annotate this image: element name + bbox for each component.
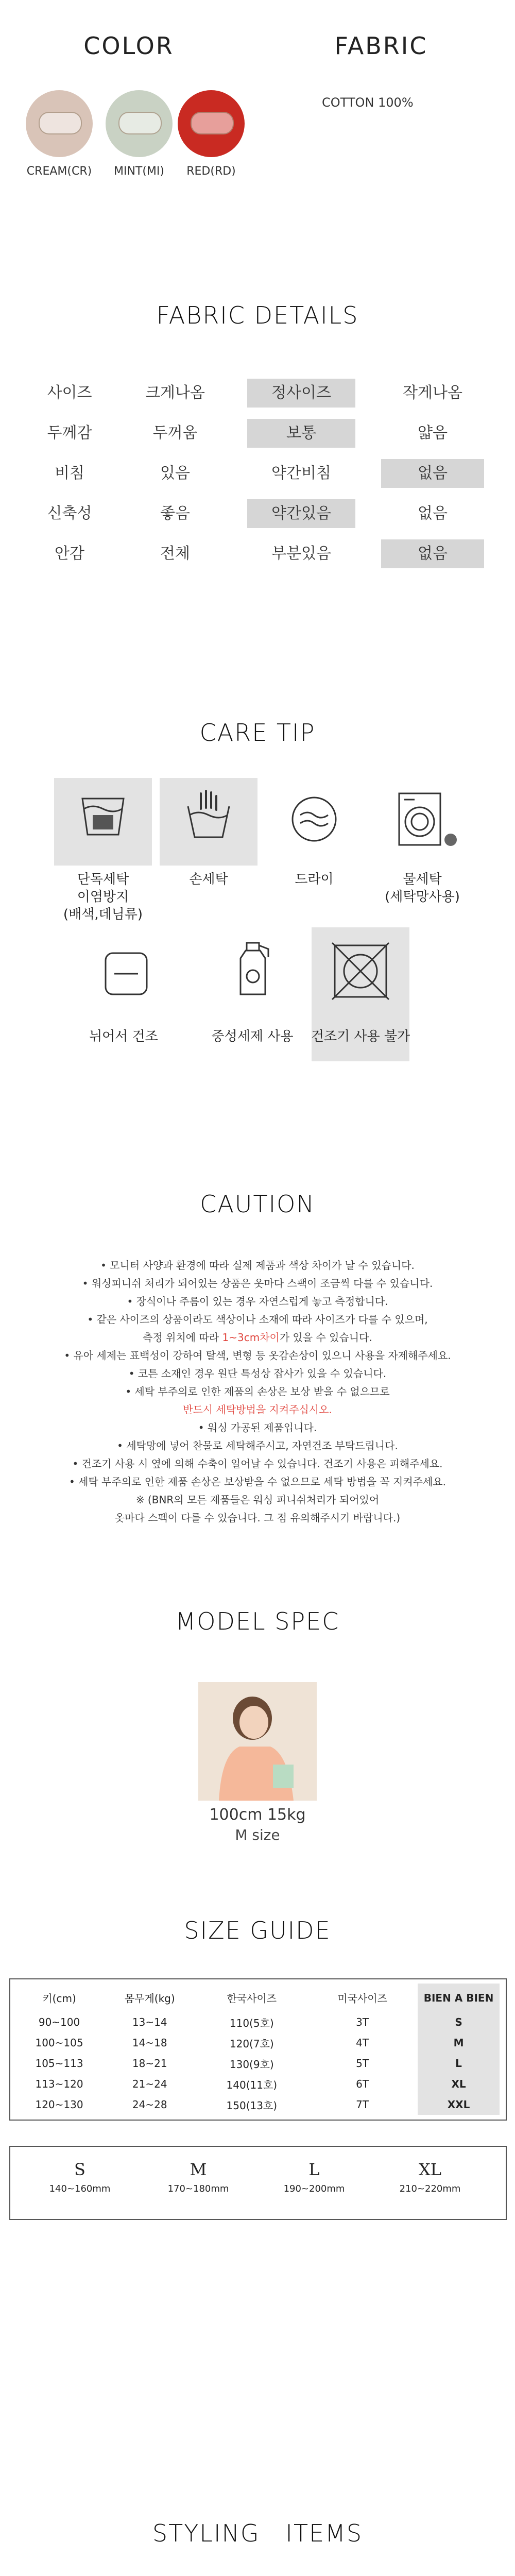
range-size-m bbox=[157, 2160, 239, 2194]
care-item-3 bbox=[265, 778, 363, 866]
fabric-detail-row bbox=[31, 379, 484, 408]
care-label-1 bbox=[41, 871, 165, 923]
care-label-4-line-1: 물세탁 bbox=[403, 872, 442, 887]
size-guide-title: SIZE GUIDE bbox=[184, 1917, 331, 1944]
size-table-cell: XXL bbox=[418, 2094, 500, 2115]
range-size-box bbox=[9, 2146, 507, 2220]
no-tumble-dry-icon bbox=[312, 927, 409, 1015]
size-table-cell: XL bbox=[418, 2074, 500, 2094]
color-title: COLOR bbox=[83, 32, 174, 60]
fabric-detail-option: 없음 bbox=[381, 539, 484, 568]
swatch-red[interactable] bbox=[178, 90, 245, 157]
washing-machine-icon bbox=[371, 778, 469, 866]
fabric-detail-label: 두께감 bbox=[47, 424, 92, 442]
caution-line-12: • 건조기 사용 시 옆에 의해 수축이 일어날 수 있습니다. 건조기 사용은 피해주세요. bbox=[72, 1458, 443, 1470]
fabric-detail-option: 약간있음 bbox=[247, 499, 355, 528]
caution-line-4: • 같은 사이즈의 상품이라도 색상이나 소재에 따라 사이즈가 다를 수 있으며, bbox=[87, 1313, 428, 1326]
caution-line-6: • 유아 세제는 표백성이 강하여 탈색, 변형 등 옷감손상이 있으니 사용을 자제해주세요. bbox=[64, 1349, 451, 1362]
fabric-detail-row bbox=[31, 499, 484, 528]
fabric-title: FABRIC bbox=[334, 32, 428, 60]
caution-line-3: • 장식이나 주름이 있는 경우 자연스럽게 놓고 측정합니다. bbox=[127, 1295, 388, 1308]
caution-line-7: • 코튼 소재인 경우 원단 특성상 잡사가 있을 수 있습니다. bbox=[128, 1367, 387, 1380]
range-size-s bbox=[39, 2160, 121, 2194]
size-table-cell: 120~130 bbox=[35, 2098, 83, 2111]
range-size-l-range: 190~200mm bbox=[283, 2183, 345, 2194]
size-table-cell: 3T bbox=[356, 2016, 369, 2028]
fabric-detail-option: 약간비침 bbox=[271, 464, 331, 482]
size-table bbox=[15, 1984, 500, 2115]
care-label-1-line-2: 이염방지 bbox=[77, 889, 129, 905]
fabric-detail-option: 부분있음 bbox=[271, 545, 331, 563]
caution-line-1: • 모니터 사양과 환경에 따라 실제 제품과 색상 차이가 날 수 있습니다. bbox=[100, 1259, 415, 1272]
swatch-label-cream: CREAM(CR) bbox=[26, 165, 92, 178]
size-table-row bbox=[15, 2032, 500, 2053]
size-table-cell: 24~28 bbox=[132, 2098, 167, 2111]
fabric-detail-option: 좋음 bbox=[160, 504, 190, 522]
size-header-weight: 몸무게(kg) bbox=[124, 1992, 175, 2005]
range-size-s-range: 140~160mm bbox=[49, 2183, 111, 2194]
size-table-cell: 130(9호) bbox=[229, 2058, 274, 2071]
size-table-cell: 6T bbox=[356, 2078, 369, 2090]
range-size-m-label: M bbox=[190, 2160, 207, 2179]
fabric-detail-label: 신축성 bbox=[47, 504, 92, 522]
caution-line-2: • 워싱피니쉬 처리가 되어있는 상품은 옷마다 스팩이 조금씩 다를 수 있습니다. bbox=[82, 1277, 433, 1290]
swatch-mint[interactable] bbox=[106, 90, 173, 157]
size-table-cell: M bbox=[418, 2032, 500, 2053]
caution-line-5 bbox=[0, 1329, 515, 1344]
fabric-detail-row bbox=[31, 419, 484, 448]
care-item-4 bbox=[371, 778, 469, 866]
model-photo bbox=[198, 1682, 317, 1801]
range-size-s-label: S bbox=[74, 2160, 85, 2179]
size-table-cell: 13~14 bbox=[132, 2016, 167, 2028]
size-table-cell: 120(7호) bbox=[229, 2037, 274, 2050]
range-size-l bbox=[273, 2160, 355, 2194]
care-label-1-line-3: (배색,데님류) bbox=[63, 907, 143, 922]
fabric-detail-option: 보통 bbox=[247, 419, 355, 448]
size-table-cell: 105~113 bbox=[35, 2057, 83, 2070]
size-header-height: 키(cm) bbox=[42, 1992, 76, 2005]
care-item-2 bbox=[160, 778, 258, 866]
flat-dry-icon bbox=[77, 927, 175, 1015]
range-size-xl bbox=[389, 2160, 471, 2194]
size-table-row bbox=[15, 2012, 500, 2032]
hand-wash-icon bbox=[160, 778, 258, 866]
fabric-detail-option: 없음 bbox=[381, 459, 484, 488]
care-label-5: 뉘어서 건조 bbox=[89, 1029, 158, 1044]
care-item-6 bbox=[203, 927, 301, 1015]
size-table-cell: 7T bbox=[356, 2098, 369, 2111]
fabric-detail-option: 크게나옴 bbox=[145, 384, 205, 402]
size-table-box bbox=[9, 1978, 507, 2121]
care-tip-title: CARE TIP bbox=[199, 719, 316, 747]
range-size-xl-label: XL bbox=[418, 2160, 442, 2179]
fabric-detail-label: 비침 bbox=[55, 464, 84, 482]
caution-line-15: 옷마다 스펙이 다를 수 있습니다. 그 점 유의해주시기 바랍니다.) bbox=[114, 1512, 401, 1524]
care-label-3: 드라이 bbox=[295, 872, 334, 887]
caution-title: CAUTION bbox=[200, 1190, 315, 1218]
fabric-details-title: FABRIC DETAILS bbox=[156, 301, 359, 329]
fabric-detail-label: 안감 bbox=[55, 545, 84, 563]
color-section bbox=[0, 0, 258, 196]
fabric-detail-option: 작게나옴 bbox=[403, 384, 462, 402]
care-label-4 bbox=[360, 871, 484, 906]
fabric-composition: COTTON 100% bbox=[322, 95, 414, 110]
swatch-label-mint: MINT(MI) bbox=[113, 165, 164, 178]
size-table-cell: 21~24 bbox=[132, 2078, 167, 2090]
size-header-brand: BIEN A BIEN bbox=[418, 1984, 500, 2012]
model-stats: 100cm 15kg bbox=[209, 1806, 306, 1824]
caution-line-14: ※ (BNR의 모든 제품들은 워싱 피니쉬처리가 되어있어 bbox=[135, 1494, 380, 1506]
model-size: M size bbox=[235, 1826, 280, 1843]
fabric-detail-option: 전체 bbox=[160, 545, 190, 563]
care-label-2: 손세탁 bbox=[189, 872, 228, 887]
size-table-cell: 110(5호) bbox=[229, 2016, 274, 2029]
fabric-section bbox=[288, 0, 515, 196]
size-table-cell: 14~18 bbox=[132, 2037, 167, 2049]
size-table-cell: S bbox=[418, 2012, 500, 2032]
size-table-cell: L bbox=[418, 2053, 500, 2074]
size-table-cell: 150(13호) bbox=[226, 2099, 278, 2112]
swatch-label-red: RED(RD) bbox=[186, 165, 236, 178]
hand-wash-separately-icon bbox=[54, 778, 152, 866]
range-size-l-label: L bbox=[308, 2160, 320, 2179]
size-table-cell: 140(11호) bbox=[226, 2078, 278, 2091]
fabric-detail-option: 있음 bbox=[160, 464, 190, 482]
caution-highlight: 1~3cm차이 bbox=[222, 1331, 280, 1344]
size-table-row bbox=[15, 2074, 500, 2094]
swatch-cream[interactable] bbox=[26, 90, 93, 157]
range-size-m-range: 170~180mm bbox=[167, 2183, 229, 2194]
caution-line-11: • 세탁망에 넣어 찬물로 세탁해주시고, 자연건조 부탁드립니다. bbox=[117, 1439, 398, 1452]
fabric-detail-option: 두꺼움 bbox=[152, 424, 198, 442]
size-table-cell: 100~105 bbox=[35, 2037, 83, 2049]
fabric-detail-label: 사이즈 bbox=[47, 384, 92, 402]
care-label-7: 건조기 사용 불가 bbox=[311, 1029, 410, 1044]
caution-line-13: • 세탁 부주의로 인한 제품 손상은 보상받을 수 없으므로 세탁 방법을 꼭 지켜주세요. bbox=[68, 1476, 446, 1488]
size-table-cell: 5T bbox=[356, 2057, 369, 2070]
care-label-1-line-1: 단독세탁 bbox=[77, 872, 129, 887]
dry-icon bbox=[265, 778, 363, 866]
range-size-xl-range: 210~220mm bbox=[399, 2183, 461, 2194]
caution-line-9: 반드시 세탁방법을 지켜주십시오. bbox=[183, 1403, 332, 1416]
size-table-cell: 90~100 bbox=[38, 2016, 80, 2028]
styling-title: STYLING ITEMS bbox=[152, 2519, 363, 2547]
fabric-detail-row bbox=[31, 539, 484, 568]
caution-line-8: • 세탁 부주의로 인한 제품의 손상은 보상 받을 수 없으므로 bbox=[125, 1385, 390, 1398]
size-table-cell: 18~21 bbox=[132, 2057, 167, 2070]
care-item-5 bbox=[77, 927, 175, 1015]
care-item-1 bbox=[54, 778, 152, 866]
size-table-row bbox=[15, 2094, 500, 2115]
size-table-cell: 113~120 bbox=[35, 2078, 83, 2090]
neutral-detergent-icon bbox=[203, 927, 301, 1015]
fabric-detail-row bbox=[31, 459, 484, 488]
fabric-detail-option: 정사이즈 bbox=[247, 379, 355, 408]
size-header-us: 미국사이즈 bbox=[337, 1992, 387, 2005]
fabric-detail-option: 없음 bbox=[418, 504, 448, 522]
size-header-kr: 한국사이즈 bbox=[227, 1992, 277, 2005]
model-illustration bbox=[198, 1682, 317, 1801]
care-label-6: 중성세제 사용 bbox=[211, 1029, 294, 1044]
size-table-row bbox=[15, 2053, 500, 2074]
caution-line-5-text: 측정 위치에 따라 1~3cm차이가 있을 수 있습니다. bbox=[143, 1331, 372, 1344]
size-table-cell: 4T bbox=[356, 2037, 369, 2049]
model-spec-title: MODEL SPEC bbox=[175, 1607, 340, 1635]
fabric-detail-option: 얇음 bbox=[418, 424, 448, 442]
caution-line-10: • 워싱 가공된 제품입니다. bbox=[198, 1421, 317, 1434]
care-label-4-line-2: (세탁망사용) bbox=[385, 889, 460, 905]
